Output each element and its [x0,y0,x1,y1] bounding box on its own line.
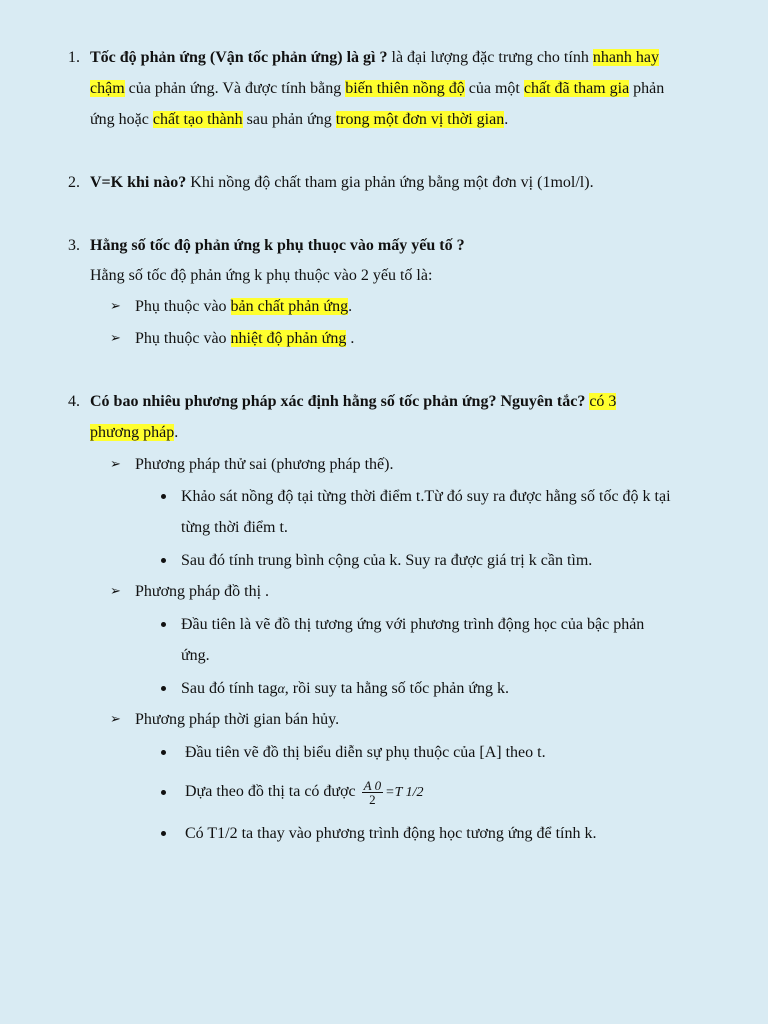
method-2-detail-2: Sau đó tính tagα, rồi suy ta hằng số tốc phản ứng k. [181,680,509,697]
method-2: Phương pháp đồ thị . [135,583,270,600]
highlight: biến thiên nồng độ [345,80,465,97]
method-1-detail-1a: Khảo sát nồng độ tại từng thời điểm t.Từ đó suy ra được hằng số tốc độ k tại [181,488,671,505]
item-1-line-2: chậm của phản ứng. Và được tính bằng biến thiên nồng độ của một chất đã tham gia phản [90,80,665,97]
equation-rhs: =T 1/2 [385,785,424,800]
bullet-dot-icon [161,494,166,499]
highlight: có 3 [589,393,617,410]
method-3: Phương pháp thời gian bán hủy. [135,711,340,728]
method-2-detail-1b: ứng. [181,647,210,664]
item-4-number: 4. [68,393,80,410]
arrow-bullet-icon: ➢ [110,584,121,599]
arrow-bullet-icon: ➢ [110,331,121,346]
bullet-dot-icon [161,790,166,795]
arrow-bullet-icon: ➢ [110,457,121,472]
question-title: V=K khi nào? [90,174,187,191]
method-3-detail-3: Có T1/2 ta thay vào phương trình động học tương ứng để tính k. [185,825,597,842]
question-title: Hằng số tốc độ phản ứng k phụ thuọc vào mấy yếu tố ? [90,237,465,254]
question-title: Có bao nhiêu phương pháp xác định hằng số tốc phản ứng? Nguyên tắc? [90,393,586,410]
method-1-detail-1b: từng thời điểm t. [181,519,288,536]
method-1: Phương pháp thử sai (phương pháp thế). [135,456,394,473]
bullet-dot-icon [161,558,166,563]
question-title: Tốc độ phản ứng (Vận tốc phản ứng) là gì ? [90,49,388,66]
highlight: nhiệt độ phản ứng [230,330,347,347]
item-3-bullet-1: Phụ thuộc vào bản chất phản ứng. [135,298,353,315]
alpha-symbol: α [277,682,285,697]
method-2-detail-1a: Đầu tiên là vẽ đồ thị tương ứng với phương trình động học của bậc phản [181,616,645,633]
bullet-dot-icon [161,831,166,836]
item-3-number: 3. [68,237,80,254]
item-4-title [90,392,616,412]
fraction: $\frac{A 0}{2}$ [363,777,382,807]
highlight: nhanh hay [592,49,660,66]
item-3-bullet-2: Phụ thuộc vào nhiệt độ phản ứng . [135,330,355,347]
bullet-dot-icon [161,750,166,755]
highlight: trong một đơn vị thời gian [335,111,505,128]
item-4-title-cont: phương pháp. [90,424,179,441]
arrow-bullet-icon: ➢ [110,299,121,314]
bullet-dot-icon [161,622,166,627]
item-2-line: V=K khi nào? Khi nồng độ chất tham gia phản ứng bằng một đơn vị (1mol/l). [90,174,594,191]
method-3-detail-1: Đầu tiên vẽ đồ thị biểu diễn sự phụ thuộc của [A] theo t. [185,744,546,761]
item-3-sub: Hằng số tốc độ phản ứng k phụ thuộc vào 2 yếu tố là: [90,267,433,284]
item-1-line-1-text: Tốc độ phản ứng (Vận tốc phản ứng) là gì ? là đại lượng đặc trưng cho tính nhanh hay [90,49,660,66]
item-1-line-1 [68,48,80,68]
highlight: chậm [90,80,125,97]
item-3-title [90,236,465,256]
item-1-line-3: ứng hoặc chất tạo thành sau phản ứng trong một đơn vị thời gian. [90,111,509,128]
arrow-bullet-icon: ➢ [110,712,121,727]
item-2-number: 2. [68,174,80,191]
highlight: phương pháp [90,424,175,441]
method-1-detail-2: Sau đó tính trung bình cộng của k. Suy ra được giá trị k cần tìm. [181,552,593,569]
highlight: chất tạo thành [152,111,243,128]
highlight: chất đã tham gia [523,80,630,97]
highlight: bản chất phản ứng [230,298,349,315]
item-number: 1. [68,49,80,66]
bullet-dot-icon [161,686,166,691]
method-3-detail-2: Dựa theo đồ thị ta có được $\frac{A 0}{2}$ =T 1/2 [185,777,424,807]
